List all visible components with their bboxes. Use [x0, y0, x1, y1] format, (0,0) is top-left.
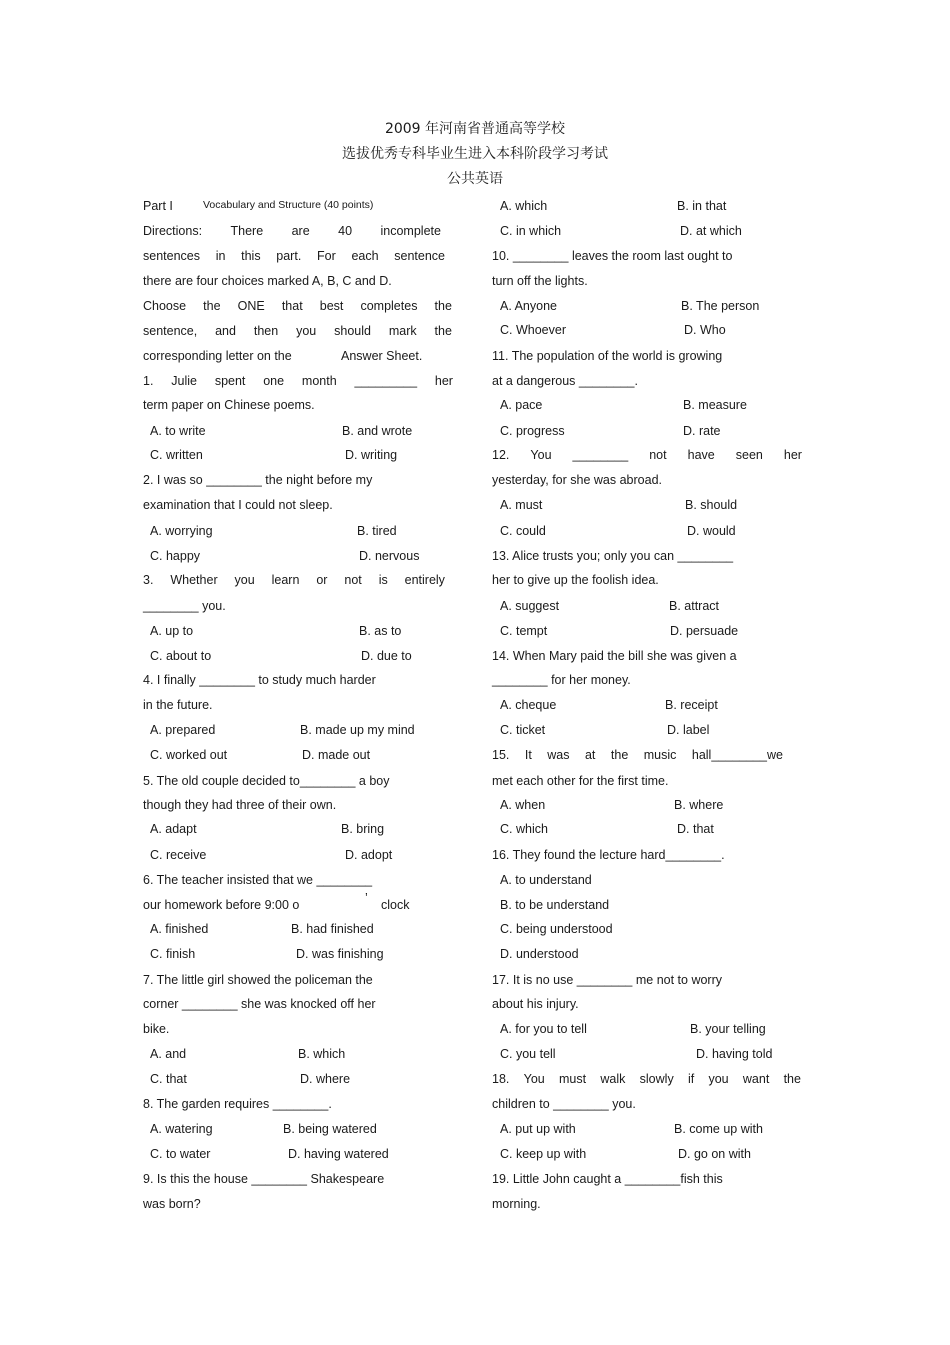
directions-line	[143, 323, 452, 339]
word: mark	[388, 324, 417, 338]
word: You	[530, 448, 552, 462]
word: ________	[572, 448, 629, 462]
answer-option[interactable]: B. made up my mind	[300, 723, 415, 737]
word: slowly	[639, 1072, 674, 1086]
word: _________	[354, 374, 418, 388]
apostrophe: ’	[365, 891, 368, 905]
answer-option[interactable]: C. written	[150, 448, 203, 462]
word: want	[742, 1072, 770, 1086]
question-stem: children to ________ you.	[492, 1097, 636, 1111]
question-stem: 17. It is no use ________ me not to worry	[492, 973, 722, 987]
word: 18.	[492, 1072, 510, 1086]
answer-option[interactable]: C. being understood	[500, 922, 613, 936]
question-stem	[492, 447, 802, 463]
answer-option[interactable]: D. due to	[361, 649, 412, 663]
question-stem: examination that I could not sleep.	[143, 498, 333, 512]
word: part.	[276, 249, 302, 263]
word: sentence,	[143, 324, 198, 338]
word: Whether	[170, 573, 218, 587]
question-stem: 19. Little John caught a ________fish this	[492, 1172, 723, 1186]
question-stem: 6. The teacher insisted that we ________	[143, 873, 373, 887]
question-stem	[143, 373, 453, 389]
question-stem	[492, 1071, 801, 1087]
word: one	[263, 374, 285, 388]
word: the	[203, 299, 221, 313]
answer-option[interactable]: A. watering	[150, 1122, 213, 1136]
question-stem: in the future.	[143, 698, 213, 712]
answer-option[interactable]: A. to write	[150, 424, 206, 438]
word: in	[215, 249, 226, 263]
answer-option[interactable]: B. had finished	[291, 922, 374, 936]
question-stem: clock	[381, 898, 410, 912]
answer-option[interactable]: B. The person	[681, 299, 760, 313]
question-stem: 5. The old couple decided to________ a boy	[143, 774, 390, 788]
question-stem: ________ you.	[143, 599, 226, 613]
word: 15.	[492, 748, 510, 762]
word: completes	[360, 299, 418, 313]
question-stem: term paper on Chinese poems.	[143, 398, 315, 412]
answer-option[interactable]: A. which	[500, 199, 548, 213]
word: Directions:	[143, 224, 203, 238]
answer-option[interactable]: A. cheque	[500, 698, 557, 712]
question-stem: yesterday, for she was abroad.	[492, 473, 662, 487]
question-stem: corner ________ she was knocked off her	[143, 997, 376, 1011]
directions-line	[143, 248, 445, 264]
question-stem: ________ for her money.	[492, 673, 631, 687]
word: you	[296, 324, 317, 338]
question-stem: 2. I was so ________ the night before my	[143, 473, 373, 487]
question-stem: at a dangerous ________.	[492, 374, 638, 388]
answer-option[interactable]: D. label	[667, 723, 710, 737]
word: It	[524, 748, 532, 762]
answer-option[interactable]: B. where	[674, 798, 724, 812]
answer-option[interactable]: B. come up with	[674, 1122, 763, 1136]
answer-option[interactable]: B. being watered	[283, 1122, 377, 1136]
word: seen	[735, 448, 763, 462]
answer-option[interactable]: B. and wrote	[342, 424, 413, 438]
word: then	[253, 324, 279, 338]
question-stem: about his injury.	[492, 997, 579, 1011]
answer-option[interactable]: A. worrying	[150, 524, 213, 538]
answer-option[interactable]: A. and	[150, 1047, 187, 1061]
answer-option[interactable]: C. tempt	[500, 624, 548, 638]
answer-option[interactable]: B. should	[685, 498, 738, 512]
question-stem: 16. They found the lecture hard________.	[492, 848, 725, 862]
question-stem: 9. Is this the house ________ Shakespeare	[143, 1172, 385, 1186]
answer-option[interactable]: B. bring	[341, 822, 385, 836]
word: must	[559, 1072, 587, 1086]
answer-option[interactable]: D. having watered	[288, 1147, 389, 1161]
answer-option[interactable]: D. Who	[684, 323, 726, 337]
word: Choose	[143, 299, 187, 313]
answer-option[interactable]: D. where	[300, 1072, 351, 1086]
question-stem: 10. ________ leaves the room last ought to	[492, 249, 733, 263]
answer-option[interactable]: A. Anyone	[500, 299, 557, 313]
word: are	[291, 224, 310, 238]
answer-option[interactable]: C. Whoever	[500, 323, 566, 337]
answer-option[interactable]: B. your telling	[690, 1022, 766, 1036]
answer-option[interactable]: B. as to	[359, 624, 402, 638]
answer-option[interactable]: C. that	[150, 1072, 187, 1086]
word: should	[334, 324, 371, 338]
answer-option[interactable]: C. in which	[500, 224, 562, 238]
word: music	[643, 748, 677, 762]
answer-option[interactable]: A. pace	[500, 398, 543, 412]
question-stem: morning.	[492, 1197, 541, 1211]
question-stem: 11. The population of the world is growing	[492, 349, 723, 363]
word: not	[344, 573, 362, 587]
word: 40	[338, 224, 353, 238]
word: you	[234, 573, 255, 587]
word: this	[241, 249, 261, 263]
answer-option[interactable]: C. could	[500, 524, 546, 538]
word: incomplete	[380, 224, 441, 238]
word: You	[523, 1072, 545, 1086]
answer-option[interactable]: D. understood	[500, 947, 579, 961]
question-stem: 4. I finally ________ to study much harder	[143, 673, 376, 687]
answer-option[interactable]: B. which	[298, 1047, 346, 1061]
word: her	[783, 448, 802, 462]
exam-title-year: 2009 年河南省普通高等学校	[384, 121, 566, 137]
word: you	[708, 1072, 729, 1086]
answer-option[interactable]: B. in that	[677, 199, 727, 213]
word: hall________we	[691, 748, 783, 762]
word: the	[783, 1072, 801, 1086]
word: have	[687, 448, 715, 462]
answer-option[interactable]: D. having told	[696, 1047, 773, 1061]
directions-line: Answer Sheet.	[341, 349, 423, 363]
word: learn	[271, 573, 300, 587]
word: or	[316, 573, 328, 587]
word: her	[434, 374, 453, 388]
answer-option[interactable]: C. you tell	[500, 1047, 556, 1061]
word: month	[301, 374, 337, 388]
answer-option[interactable]: A. to understand	[500, 873, 592, 887]
answer-option[interactable]: A. prepared	[150, 723, 216, 737]
answer-option[interactable]: C. receive	[150, 848, 207, 862]
answer-option[interactable]: C. worked out	[150, 748, 228, 762]
word: was	[547, 748, 570, 762]
answer-option[interactable]: C. keep up with	[500, 1147, 587, 1161]
word: sentences	[143, 249, 200, 263]
question-stem: was born?	[143, 1197, 201, 1211]
answer-option[interactable]: C. about to	[150, 649, 212, 663]
answer-option[interactable]: A. adapt	[150, 822, 197, 836]
answer-option[interactable]: C. ticket	[500, 723, 546, 737]
answer-option[interactable]: D. persuade	[670, 624, 739, 638]
answer-option[interactable]: B. attract	[669, 599, 720, 613]
part-label: Part I	[143, 199, 173, 213]
word: and	[215, 324, 236, 338]
word: walk	[600, 1072, 626, 1086]
question-stem: her to give up the foolish idea.	[492, 573, 659, 587]
part-title: Vocabulary and Structure (40 points)	[203, 199, 374, 211]
word: 12.	[492, 448, 510, 462]
word: 1.	[143, 374, 154, 388]
word: ONE	[237, 299, 265, 313]
answer-option[interactable]: D. was finishing	[296, 947, 384, 961]
word: best	[319, 299, 344, 313]
answer-option[interactable]: B. to be understand	[500, 898, 610, 912]
word: each	[351, 249, 379, 263]
answer-option[interactable]: A. up to	[150, 624, 194, 638]
word: not	[649, 448, 667, 462]
answer-option[interactable]: C. happy	[150, 549, 201, 563]
answer-option[interactable]: C. finish	[150, 947, 196, 961]
answer-option[interactable]: D. would	[687, 524, 736, 538]
answer-option[interactable]: A. when	[500, 798, 546, 812]
directions-line	[143, 298, 452, 314]
answer-option[interactable]: A. put up with	[500, 1122, 576, 1136]
answer-option[interactable]: A. must	[500, 498, 543, 512]
word: that	[281, 299, 303, 313]
question-stem: met each other for the first time.	[492, 774, 669, 788]
word: the	[434, 299, 452, 313]
answer-option[interactable]: D. at which	[680, 224, 742, 238]
word: sentence	[394, 249, 445, 263]
answer-option[interactable]: B. measure	[683, 398, 747, 412]
directions-line: there are four choices marked A, B, C and D.	[143, 274, 392, 288]
directions-line: corresponding letter on the	[143, 349, 292, 363]
word: at	[584, 748, 596, 762]
answer-option[interactable]: A. for you to tell	[500, 1022, 587, 1036]
answer-option[interactable]: A. finished	[150, 922, 209, 936]
word: if	[687, 1072, 695, 1086]
question-stem	[492, 747, 783, 763]
answer-option[interactable]: D. rate	[683, 424, 721, 438]
word: entirely	[404, 573, 445, 587]
question-stem: 7. The little girl showed the policeman the	[143, 973, 373, 987]
question-stem: 8. The garden requires ________.	[143, 1097, 332, 1111]
answer-option[interactable]: B. tired	[357, 524, 397, 538]
answer-option[interactable]: C. which	[500, 822, 548, 836]
answer-option[interactable]: D. writing	[345, 448, 398, 462]
answer-option[interactable]: C. progress	[500, 424, 565, 438]
question-stem: 14. When Mary paid the bill she was given a	[492, 649, 737, 663]
answer-option[interactable]: D. go on with	[678, 1147, 751, 1161]
word: Julie	[171, 374, 197, 388]
word: is	[378, 573, 388, 587]
word: spent	[214, 374, 246, 388]
exam-subject: 公共英语	[447, 171, 503, 187]
question-stem: bike.	[143, 1022, 170, 1036]
question-stem: turn off the lights.	[492, 274, 588, 288]
answer-option[interactable]: A. suggest	[500, 599, 560, 613]
question-stem: though they had three of their own.	[143, 798, 337, 812]
word: There	[230, 224, 264, 238]
word: the	[434, 324, 452, 338]
word: 3.	[143, 573, 154, 587]
answer-option[interactable]: D. adopt	[345, 848, 393, 862]
question-stem	[143, 572, 445, 588]
exam-title-main: 选拔优秀专科毕业生进入本科阶段学习考试	[342, 146, 608, 162]
question-stem: 13. Alice trusts you; only you can ________	[492, 549, 734, 563]
answer-option[interactable]: D. made out	[302, 748, 371, 762]
word: the	[610, 748, 629, 762]
answer-option[interactable]: D. nervous	[359, 549, 420, 563]
answer-option[interactable]: C. to water	[150, 1147, 211, 1161]
directions-line	[143, 223, 441, 239]
word: For	[317, 249, 336, 263]
answer-option[interactable]: B. receipt	[665, 698, 718, 712]
question-stem: our homework before 9:00 o	[143, 898, 300, 912]
answer-option[interactable]: D. that	[677, 822, 714, 836]
